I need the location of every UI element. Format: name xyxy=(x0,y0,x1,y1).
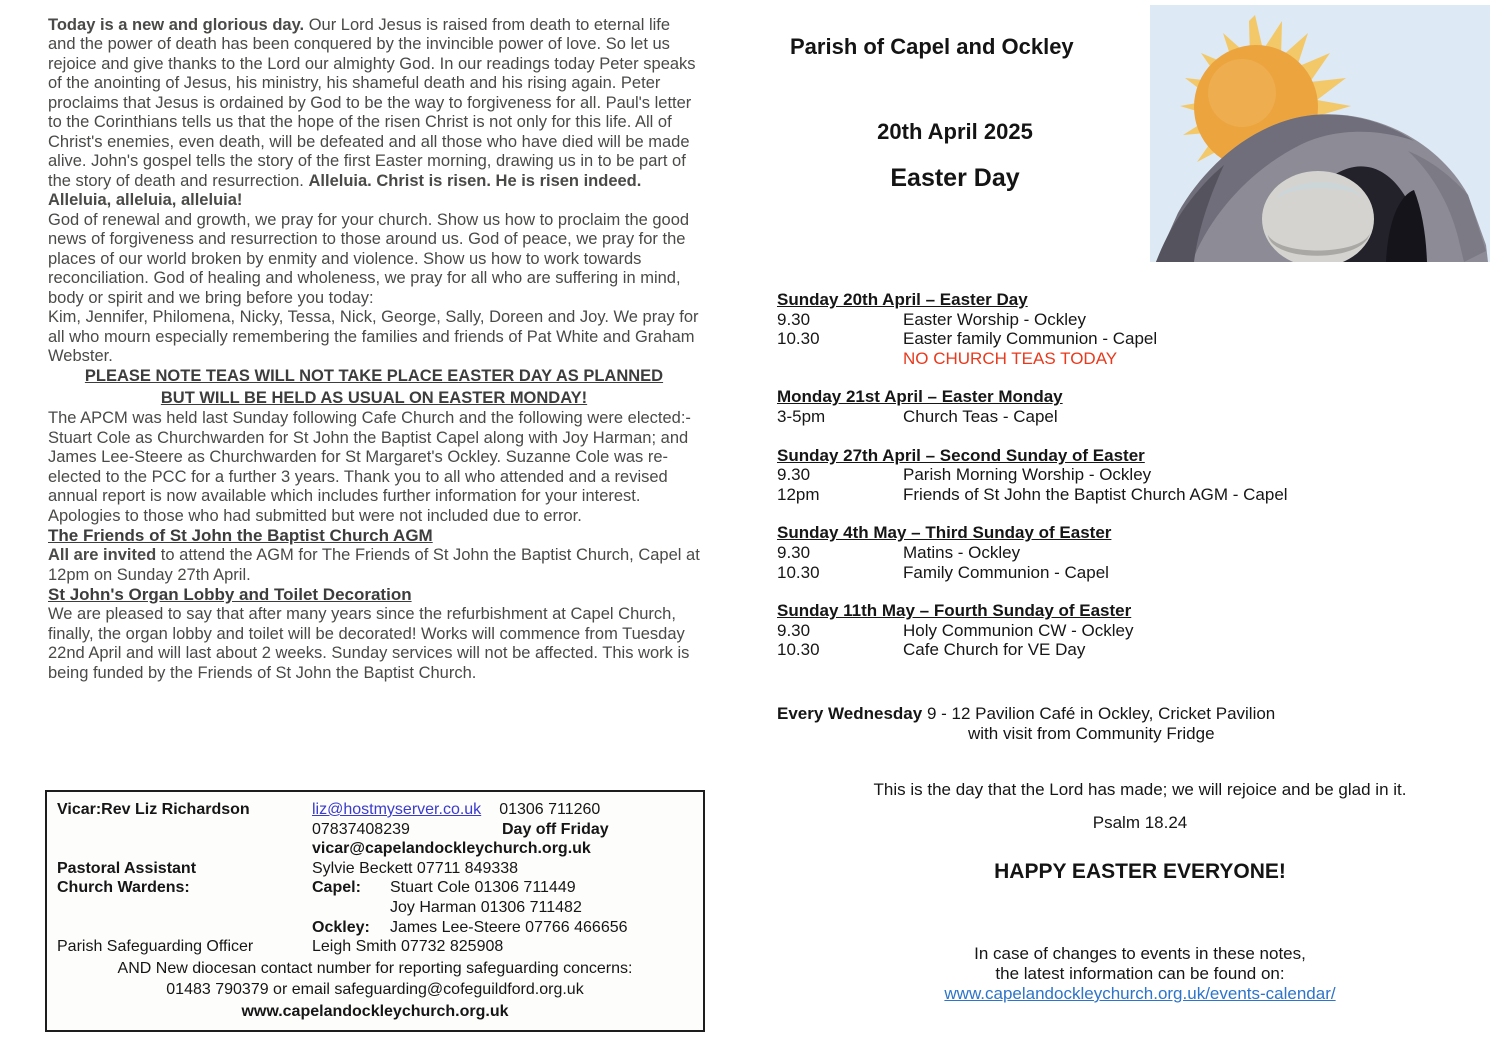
vicar-label: Vicar:Rev Liz Richardson xyxy=(57,801,250,818)
organ-lobby-paragraph: We are pleased to say that after many years since the refurbishment at Capel Church, finally, the organ lobby and toilet will be decorated! Works will commence from Tuesday 22nd April and will last about 2 weeks. Sunday services will not be affected. This work is being funded by the Friends of St John the Baptist Church. xyxy=(48,605,690,682)
vicar-email-2: vicar@capelandockleychurch.org.uk xyxy=(312,840,591,858)
vicar-phone: 01306 711260 xyxy=(499,801,601,818)
left-column xyxy=(48,16,700,683)
friends-agm-paragraph: All are invited to attend the AGM for The Friends of St John the Baptist Church, Capel at 12pm on Sunday 27th April. xyxy=(48,546,700,584)
service-schedule xyxy=(777,290,1491,679)
schedule-heading: Monday 21st April – Easter Monday xyxy=(777,387,1063,407)
contact-box xyxy=(45,790,705,1032)
schedule-row xyxy=(777,329,1491,349)
day-off-label: Day off Friday xyxy=(502,820,609,838)
capel-label: Capel: xyxy=(312,879,361,897)
teas-notice: PLEASE NOTE TEAS WILL NOT TAKE PLACE EASTER DAY AS PLANNED BUT WILL BE HELD AS USUAL ON EASTER MONDAY! xyxy=(84,367,664,407)
schedule-row xyxy=(777,640,1491,660)
schedule-row xyxy=(777,407,1491,427)
vicar-contact-line xyxy=(312,800,693,820)
verse-block xyxy=(790,780,1490,833)
right-column-titles xyxy=(790,34,1120,193)
vicar-mobile: 07837408239 xyxy=(312,820,410,838)
ockley-warden-line xyxy=(312,918,693,938)
schedule-row xyxy=(777,563,1491,583)
schedule-event: Friends of St John the Baptist Church AGM - Capel xyxy=(903,484,1288,504)
schedule-event: Holy Communion CW - Ockley xyxy=(903,620,1134,640)
schedule-time: 9.30 xyxy=(777,465,811,485)
schedule-event: Easter Worship - Ockley xyxy=(903,309,1086,329)
schedule-event: Cafe Church for VE Day xyxy=(903,640,1086,660)
schedule-time: 9.30 xyxy=(777,309,811,329)
ockley-label: Ockley: xyxy=(312,918,370,936)
schedule-event: Family Communion - Capel xyxy=(903,562,1109,582)
church-website: www.capelandockleychurch.org.uk xyxy=(241,1002,509,1020)
prayer-paragraph: God of renewal and growth, we pray for your church. Show us how to proclaim the good news of forgiveness and resurrection to those around us. God of peace, we pray for the places of our world broken by enmity and violence. Show us how to work towards reconciliation. God of healing and wholeness, we pray for all who are suffering in mind, body or spirit and we bring before you today: Kim, Jennifer, Philomena, Nicky, Tessa, Nick, George, Sally, Doreen and Joy. We pray for all who mourn especially remembering the families and friends of Pat White and Graham Webster. xyxy=(48,210,699,365)
schedule-section-third-sunday xyxy=(777,523,1491,582)
parish-title: Parish of Capel and Ockley xyxy=(790,34,1074,59)
safeguarding-officer-value: Leigh Smith 07732 825908 xyxy=(312,938,504,956)
schedule-time: 10.30 xyxy=(777,329,820,349)
vicar-email-link[interactable]: liz@hostmyserver.co.uk xyxy=(312,801,482,818)
pastoral-assistant-value: Sylvie Beckett 07711 849338 xyxy=(312,859,519,877)
friends-agm-heading: The Friends of St John the Baptist Church AGM xyxy=(48,526,433,546)
intro-paragraph: Today is a new and glorious day. Our Lord Jesus is raised from death to eternal life and the power of death has been conquered by the invincible power of love. So let us rejoice and give thanks to the Lord our almighty God. In our readings today Peter speaks of the anointing of Jesus, his ministry, his shameful death and his rising again. Peter proclaims that Jesus is ordained by God to be the way to forgiveness for all. Paul's letter to the Corinthians tells us that the hope of the risen Christ is not only for this life. All of Christ's enemies, even death, will be defeated and all those who have died will be made alive. John's gospel tells the story of the first Easter morning, drawing us in to be part of the story of death and resurrection. Alleluia. Christ is risen. He is risen indeed. Alleluia, alleluia, alleluia! xyxy=(48,16,696,210)
schedule-event: Parish Morning Worship - Ockley xyxy=(903,465,1152,485)
day-title: Easter Day xyxy=(890,164,1020,192)
diocesan-contact: 01483 790379 or email safeguarding@cofeguildford.org.uk xyxy=(166,981,584,999)
schedule-row xyxy=(777,543,1491,563)
happy-easter-banner: HAPPY EASTER EVERYONE! xyxy=(994,860,1286,883)
schedule-time: 9.30 xyxy=(777,620,811,640)
schedule-time xyxy=(777,349,903,369)
schedule-heading: Sunday 27th April – Second Sunday of Easter xyxy=(777,445,1145,465)
footer-note xyxy=(790,944,1490,1004)
capel-warden-1: Stuart Cole 01306 711449 xyxy=(390,879,576,897)
capel-warden-line xyxy=(312,878,693,898)
events-calendar-link[interactable]: www.capelandockleychurch.org.uk/events-calendar/ xyxy=(944,984,1336,1003)
ockley-warden: James Lee-Steere 07766 466656 xyxy=(390,918,628,936)
schedule-section-second-sunday xyxy=(777,446,1491,505)
schedule-heading: Sunday 11th May – Fourth Sunday of Easter xyxy=(777,601,1132,621)
schedule-time: 10.30 xyxy=(777,640,820,660)
empty-tomb-sunrise-illustration xyxy=(1150,5,1490,262)
every-wednesday-note xyxy=(777,704,1491,744)
capel-warden-2: Joy Harman 01306 711482 xyxy=(390,898,582,916)
schedule-time: 9.30 xyxy=(777,542,811,562)
footer-line-1: In case of changes to events in these notes, xyxy=(974,944,1306,963)
schedule-row xyxy=(777,349,1491,369)
psalm-reference: Psalm 18.24 xyxy=(1092,813,1188,832)
no-church-teas-note: NO CHURCH TEAS TODAY xyxy=(903,348,1118,368)
schedule-row xyxy=(777,621,1491,641)
schedule-row xyxy=(777,485,1491,505)
organ-lobby-heading: St John's Organ Lobby and Toilet Decoration xyxy=(48,585,412,605)
date-line: 20th April 2025 xyxy=(877,119,1033,144)
safeguarding-officer-label: Parish Safeguarding Officer xyxy=(57,938,254,956)
schedule-row xyxy=(777,465,1491,485)
empty-tomb-sunrise-icon xyxy=(1150,5,1490,262)
apcm-paragraph: The APCM was held last Sunday following Cafe Church and the following were elected:- Stuart Cole as Churchwarden for St John the Baptist Capel along with Joy Harman; and James Lee-Steere as Churchwarden for St Margaret's Ockley. Suzanne Cole was re-elected to the PCC for a further 3 years. Thank you to all who attended and a revised annual report is now available which includes further information for your interest. Apologies to those who had submitted but were not included due to error. xyxy=(48,409,691,525)
footer-line-2: the latest information can be found on: xyxy=(995,964,1285,983)
schedule-section-easter-day xyxy=(777,290,1491,368)
every-wednesday-line1: Every Wednesday 9 - 12 Pavilion Café in Ockley, Cricket Pavilion xyxy=(777,704,1276,723)
schedule-section-fourth-sunday xyxy=(777,601,1491,660)
schedule-time: 3-5pm xyxy=(777,406,826,426)
vicar-mobile-line xyxy=(312,820,693,840)
schedule-heading: Sunday 20th April – Easter Day xyxy=(777,290,1028,309)
schedule-heading: Sunday 4th May – Third Sunday of Easter xyxy=(777,523,1112,543)
every-wednesday-line2: with visit from Community Fridge xyxy=(968,724,1215,743)
church-wardens-label: Church Wardens: xyxy=(57,879,190,897)
schedule-event: Easter family Communion - Capel xyxy=(903,329,1158,349)
schedule-section-easter-monday xyxy=(777,387,1491,426)
schedule-event: Matins - Ockley xyxy=(903,542,1021,562)
pastoral-assistant-label: Pastoral Assistant xyxy=(57,859,197,877)
schedule-time: 10.30 xyxy=(777,562,820,582)
schedule-event: Church Teas - Capel xyxy=(903,406,1058,426)
schedule-time: 12pm xyxy=(777,484,820,504)
schedule-row xyxy=(777,310,1491,330)
verse-text: This is the day that the Lord has made; we will rejoice and be glad in it. xyxy=(873,780,1407,799)
diocesan-line: AND New diocesan contact number for reporting safeguarding concerns: xyxy=(117,959,633,977)
